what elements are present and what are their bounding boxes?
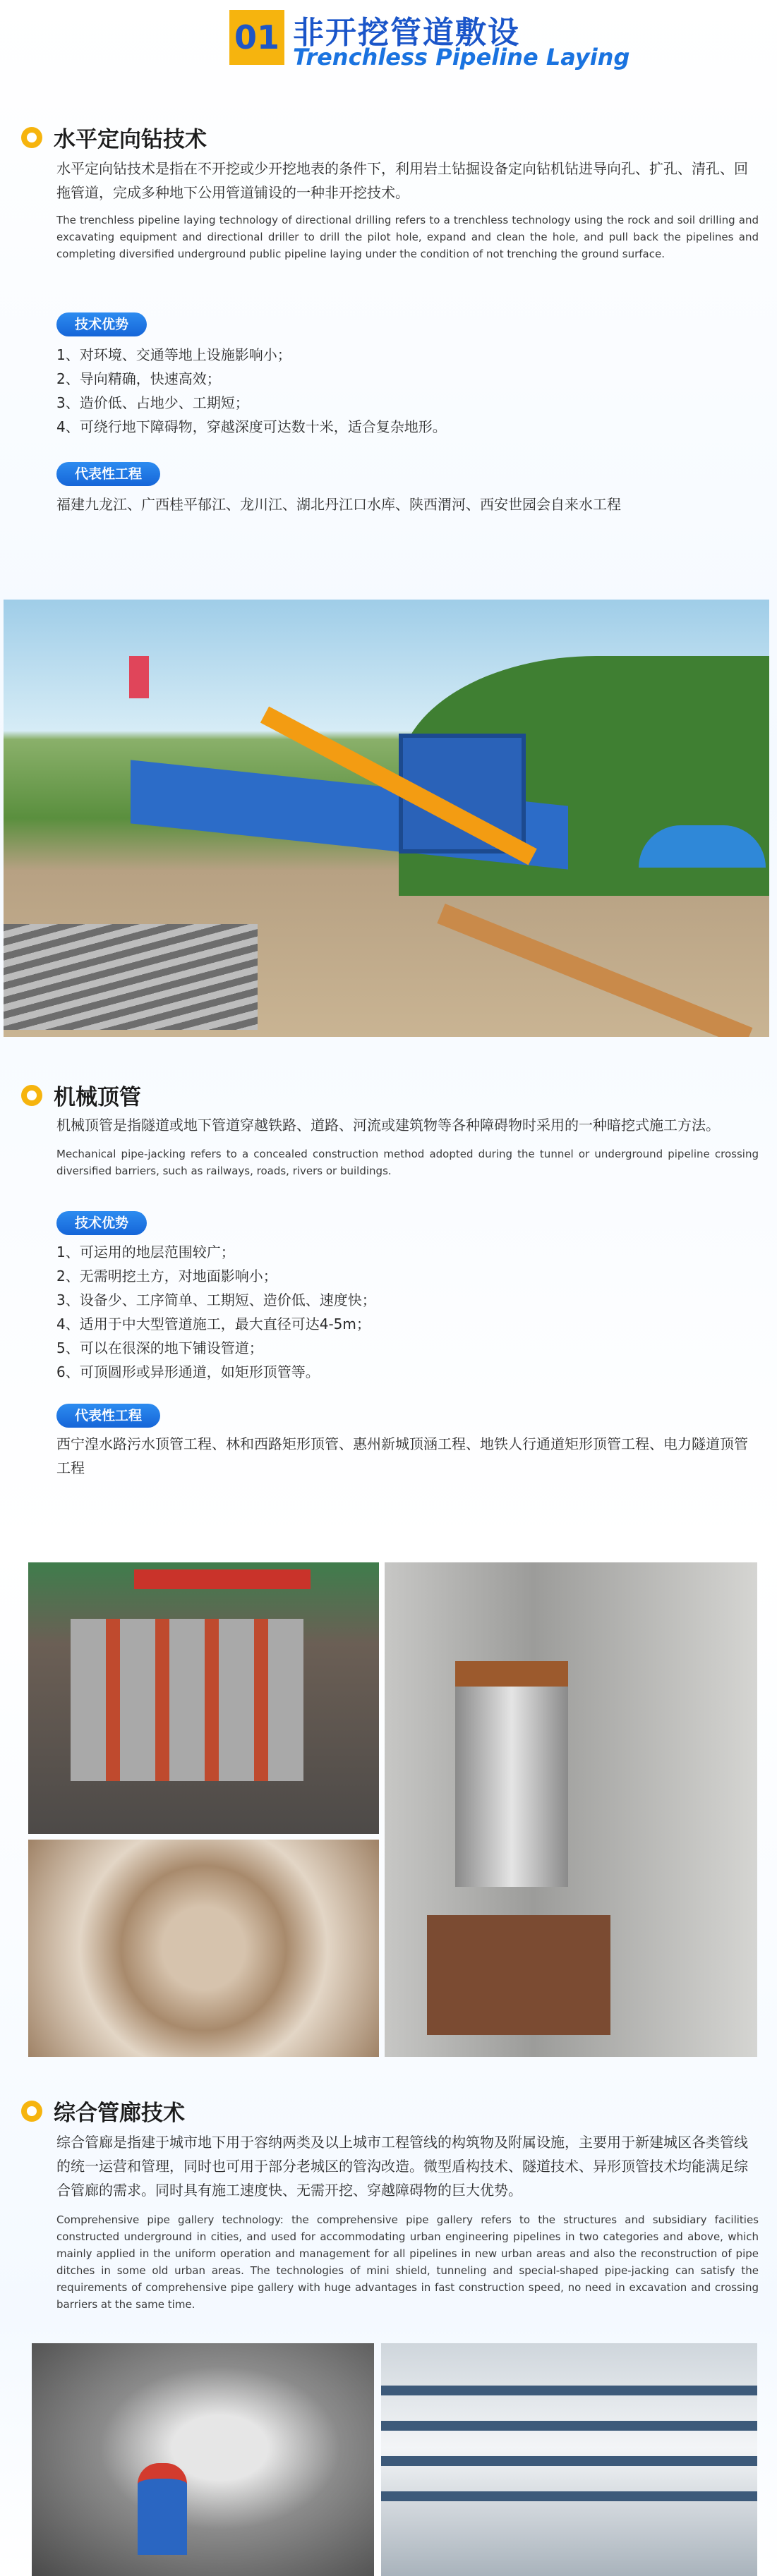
pipe-gallery-corridor-photo (381, 2343, 757, 2576)
projects-badge: 代表性工程 (56, 1404, 160, 1428)
subsection-heading: 综合管廊技术 (54, 2101, 185, 2126)
section-header (0, 0, 777, 78)
jacking-description-cn: 机械顶管是指隧道或地下管道穿越铁路、道路、河流或建筑物等各种障碍物时采用的一种暗挖式施工方法。 (56, 1117, 720, 1134)
subsection-title-pipe-gallery (21, 2095, 185, 2127)
advantages-badge: 技术优势 (56, 312, 147, 336)
jacking-description-en: Mechanical pipe-jacking refers to a concealed construction method adopted during the tunnel or underground pipeline crossing diversified barriers, such as railways, roads, rivers or buildings. (56, 1148, 759, 1177)
bullet-circle-icon (21, 127, 42, 148)
subsection-title-pipe-jacking (21, 1079, 141, 1111)
list-item: 1、可运用的地层范围较广； (56, 1244, 235, 1260)
gallery-description-en: Comprehensive pipe gallery technology: the comprehensive pipe gallery refers to the structures and subsidiary facilities constructed underground in cities, and used for accommodating urban engineering pipelines in two categories and above, which mainly applied in the uniform operation and management for all pipelines in new urban areas and also the reconstruction of pipe ditches in some old urban areas. The technologies of mini shield, tunneling and special-shaped pipe-jacking can satisfy the requirements of comprehensive pipe gallery with huge advantages in fast construction speed, no need in excavation and crossing barriers at the same time. (56, 2213, 759, 2311)
list-item: 2、无需明挖土方，对地面影响小； (56, 1268, 277, 1284)
hdd-drilling-rig-photo (4, 600, 769, 1037)
list-item: 4、适用于中大型管道施工，最大直径可达4-5m； (56, 1316, 371, 1332)
list-item: 1、对环境、交通等地上设施影响小； (56, 346, 291, 363)
list-item: 3、造价低、占地少、工期短； (56, 394, 249, 411)
list-item: 5、可以在很深的地下铺设管道； (56, 1339, 263, 1356)
pipe-jacking-machine-photo (28, 1562, 379, 1834)
subsection-heading: 水平定向钻技术 (54, 127, 207, 152)
jacking-shaft-photo (385, 1562, 757, 2057)
advantages-badge: 技术优势 (56, 1211, 147, 1235)
hdd-projects: 福建九龙江、广西桂平郁江、龙川江、湖北丹江口水库、陕西渭河、西安世园会自来水工程 (56, 496, 621, 513)
list-item: 3、设备少、工序简单、工期短、造价低、速度快； (56, 1292, 376, 1308)
gallery-description-cn: 综合管廊是指建于城市地下用于容纳两类及以上城市工程管线的构筑物及附属设施，主要用于新建城区各类管线的统一运营和管理，同时也可用于部分老城区的管沟改造。微型盾构技术、隧道技术、异形顶管技术均能满足综合管廊的需求。同时具有施工速度快、无需开挖、穿越障碍物的巨大优势。 (56, 2134, 748, 2199)
hdd-advantages-list (56, 343, 759, 439)
bullet-circle-icon (21, 1085, 42, 1106)
section-title-cn: 非开挖管道敷设 (293, 15, 520, 51)
round-tunnel-photo (28, 1840, 379, 2057)
hdd-description-cn: 水平定向钻技术是指在不开挖或少开挖地表的条件下，利用岩土钻掘设备定向钻机钻进导向孔、扩孔、清孔、回拖管道，完成多种地下公用管道铺设的一种非开挖技术。 (56, 160, 748, 201)
list-item: 4、可绕行地下障碍物，穿越深度可达数十米，适合复杂地形。 (56, 418, 447, 435)
list-item: 6、可顶圆形或异形通道，如矩形顶管等。 (56, 1363, 320, 1380)
jacking-projects: 西宁湟水路污水顶管工程、林和西路矩形顶管、惠州新城顶涵工程、地铁人行通道矩形顶管工程、电力隧道顶管工程 (56, 1435, 748, 1476)
hdd-description-en: The trenchless pipeline laying technology of directional drilling refers to a trenchless technology using the rock and soil drilling and excavating equipment and directional driller to drill the pilot hole, expand and clean the hole, and pull back the pipelines and completing diversified underground public pipeline laying under the condition of not trenching the ground surface. (56, 214, 759, 260)
subsection-title-hdd (21, 121, 207, 153)
subsection-heading: 机械顶管 (54, 1085, 141, 1110)
utility-tunnel-workers-photo (32, 2343, 374, 2576)
projects-badge: 代表性工程 (56, 462, 160, 486)
bullet-circle-icon (21, 2101, 42, 2122)
section-number: 01 (229, 10, 284, 65)
section-title-en: Trenchless Pipeline Laying (293, 44, 630, 71)
list-item: 2、导向精确，快速高效； (56, 370, 221, 387)
jacking-advantages-list (56, 1240, 759, 1384)
